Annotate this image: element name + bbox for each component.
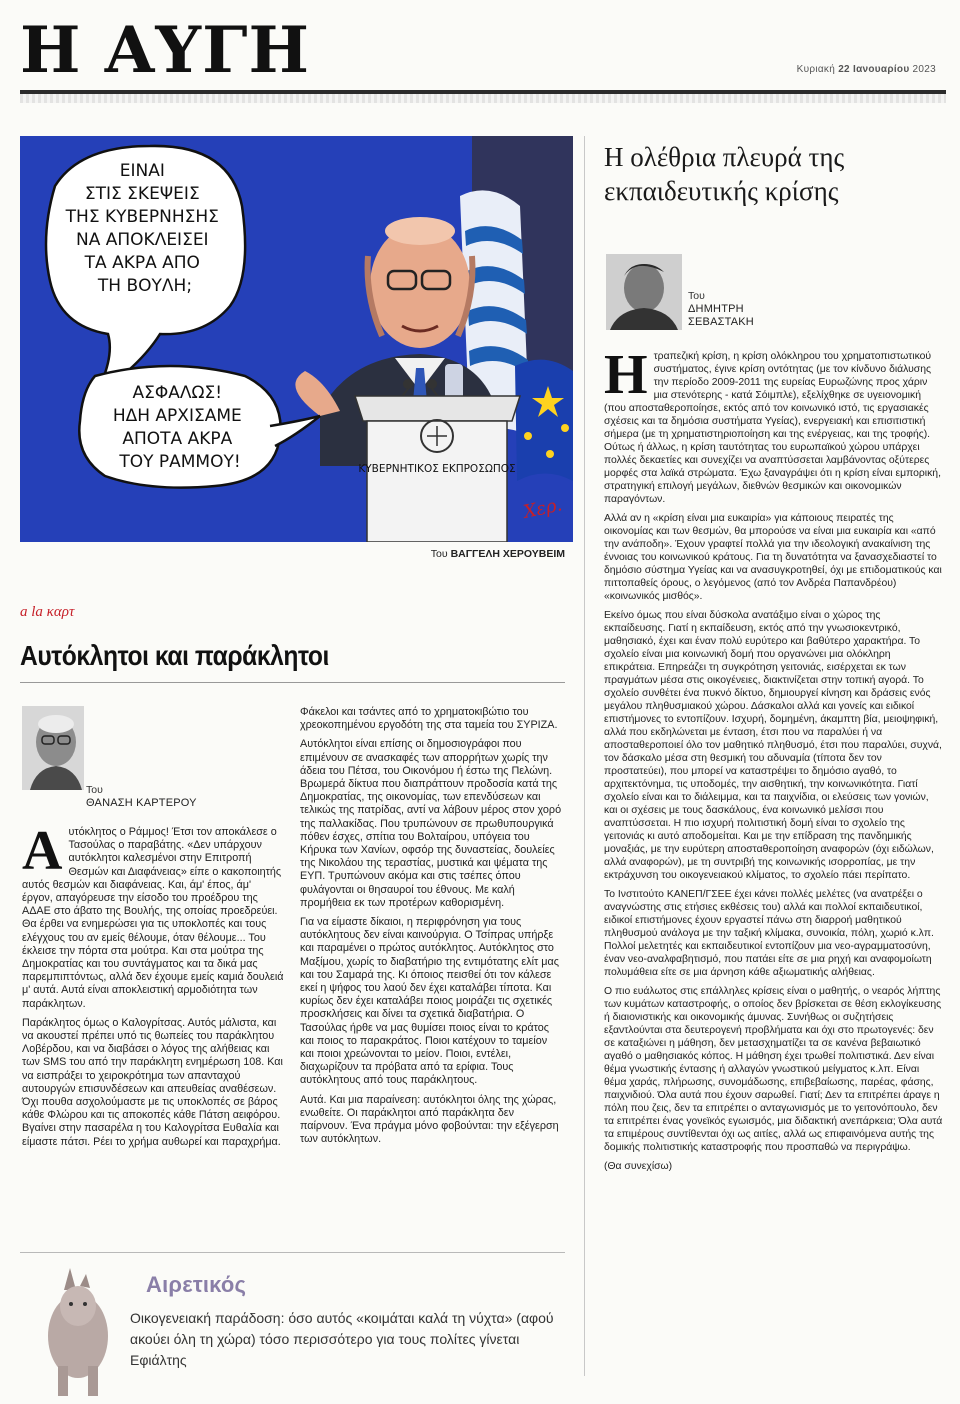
right-byline-name-2: ΣΕΒΑΣΤΑΚΗ	[688, 316, 754, 328]
cartoon-illustration	[20, 136, 573, 542]
issue-day: Κυριακή	[796, 64, 836, 75]
bubble1-line: ΕΙΝΑΙ	[119, 161, 165, 181]
right-byline-name-1: ΔΗΜΗΤΡΗ	[688, 303, 744, 315]
cartoon-credit-name: ΒΑΓΓΕΛΗ ΧΕΡΟΥΒΕΙΜ	[450, 548, 565, 560]
right-paragraph-4: Το Ινστιτούτο ΚΑΝΕΠ/ΓΣΕΕ έχει κάνει πολλές μελέτες (να ανατρέξει ο αναγνώστης στις ετήσιες εκθέσεις του) αλλά και πολλοί εκπαιδευτικοί, ειδικοί επιστήμονες έχουν εργαστεί πάνω στη διαρροή μαθητικού πληθυσμού ανάλογα με την ταξική κλίμακα, συνοικία, πόλη, χωριό κ.λπ. Πολλοί μελετητές και εκπαιδευτικοί εντοπίζουν μια νεο-αγραμματοσύνη, έναν νεο-αναλφαβητισμό, που πατάει είτε σε μια ρηχή και αναφομοίωτη πολυμάθεια είτε σε μια άρνηση κάθε αξιωματικής αλήθειας.	[604, 889, 934, 978]
left-column-1	[22, 820, 284, 1155]
right-paragraph-3: Εκείνο όμως που είναι δύσκολα ανατάξιμο είναι ο χώρος της εκπαίδευσης. Γιατί η εκπαίδευση, εκτός από την γνωσιοκεντρικό, μαθησιακό, έχει και έναν πολύ ευρύτερο και βαθύτερο χαρακτήρα. Το σχολείο είναι μια κοινωνική δομή που οργανώνει μια ολόκληρη επικράτεια. Επηρεάζει τη συγκρότηση γειτονιάς, εισέρχεται εκ των πραγμάτων μέσα στις οικογένειες, διακτινίζεται στην τοπική αγορά. Το σχολείο συνθέτει ένα πυκνό δίκτυο, δημιουργεί κίνηση και δράσεις ενός μεγάλου πληθυσμιακού χώρου. Δάσκαλοι αλλά και γονείς και ειδικοί επιστήμονες το εντοπίζουν. Ισχυρή, δομημένη, άκαμπτη βία, μειοψηφική, αλλά που εκδηλώνεται με ένταση, έτσι που να παραλύει ή να αποσταθεροποιεί όλο τον μαθητικό πληθυσμό, έτσι που παραλύει, συχνά, τον δάσκαλο μέσα στη θεσμική του αδυναμία (τίποτα δεν τον προστατεύει), που μπορεί να καταστρέψει το δημόσιο αγαθό, το αρχιτεκτόνημα, τις υποδομές, την αισθητική, την κοινωνικότητα. Γιατί σχολείο είναι και το διάλειμμα, και τα παιχνίδια, οι ελεύσεις των γονιών, και οι σχέσεις με τους δασκάλους, ένα κοινωνικό μελίσσι που αναπτύσσεται. Η πιο ισχυρή πολιτιστική δομή είναι το σχολείο της γειτονιάς κι αυτό αποδομείται. Και με την επίδραση της πανδημικής μοναξιάς, με την ευρύτερη αποσταθεροποίηση αναφορών (όχι ειδώλων, αλλά αναφορών), με τη συντριβή της κοινωνικής ισορροπίας, με την εκτράχυνση του οικογενειακού κλίματος, το σχολείο πάει περίπατο.	[604, 610, 942, 881]
author-photo-sevastakis	[606, 254, 682, 330]
bubble2-line: ΗΔΗ ΑΡΧΙΣΑΜΕ	[112, 406, 242, 426]
issue-year: 2023	[912, 64, 936, 75]
left-col1-paragraph-2: Παράκλητος όμως ο Καλογρίτσας. Αυτός μάλιστα, και να ακουστεί πρέπει υπό τις θωπείες του παράκλητου Λοβέρδου, και να διαβάσει ο λόγος της αλήθειας και των SMS του από την παράκλητη ενημέρωση 108. Και να εισπράξει το χειροκρότημα των απανταχού αυτουργών επισυνδέσεων και απευθείας αναθέσεων. Όχι πουθα ασχολούμαστε με τις υποκλοπές σε βάρος κάθε Φλώρου και τις αποκοπές κάθε Πάτση αειφόρου. Βγαίνει στην πασαρέλα η του Καλογρίτσα Ευθαλία και είμαστε πάτσι. Ρέει το χρήμα αυθωρεί και παραχρήμα.	[22, 1016, 283, 1148]
right-byline-prefix: Του	[688, 290, 705, 302]
left-headline: Αυτόκλητοι και παράκλητοι	[20, 640, 329, 671]
masthead-strip	[20, 94, 946, 103]
bubble1-line: ΤΑ ΑΚΡΑ ΑΠΟ	[84, 253, 200, 273]
right-byline	[688, 290, 848, 329]
issue-date-value: 22 Ιανουαρίου	[838, 64, 910, 75]
left-byline-name: ΘΑΝΑΣΗ ΚΑΡΤΕΡΟΥ	[86, 797, 197, 809]
right-paragraph-5: Ο πιο ευάλωτος στις επάλληλες κρίσεις είναι ο μαθητής, ο νεαρός λήπτης των κυμάτων καταστροφής, ο οποίος δεν βρίσκεται σε θέση εκλογίκευσης ή διαιονιστικής και οικονομικής άμυνας. Συνήθως οι συζητήσεις εξαντλούνται στα δευτερογενή προβλήματα και όχι στο πρωτογενές: δεν σε καταξιώνει η μάθηση, δεν μετασχηματίζει τα σε κανένα βεβαιωτικό αγαθό ο μαθησιακός κόπος. Η μάθηση έχει τρωθεί πολιτιστικά. Δεν είναι θέμα γνωστικής έντασης ή αλλαγών γνωστικού μείγματος κ.λπ. Είναι θέμα χαράς, πλήρωσης, συνομάδωσης, επιβεβαίωσης, παρέας, φάσης, παιχνιδιού. Όλα αυτά που έχουν σαρωθεί. Γιατί; Δεν τα επιτρέπει άραγε η πόλη που ζεις, δεν τα επιτρέπει ο ανταγωνισμός με το γειτονόπουλο, δεν τα επιτρέπει ένας γονεϊκός εγωισμός, μια διδακτική ανεπάρκεια; Όλα αυτά τα επιμέρους συντίθενται όχι ως αιτίες, αλλά ως επιφαινόμενα αυτής της δομικής πολιτιστικής καταστροφής που προσπαθώ να περιγράψω.	[604, 986, 943, 1153]
right-headline: Η ολέθρια πλευρά της εκπαιδευτικής κρίσης	[604, 142, 845, 206]
bubble1-line: ΤΗΣ ΚΥΒΕΡΝΗΣΗΣ	[65, 207, 219, 227]
left-col2-paragraph-1: Φάκελοι και τσάντες από το χρηματοκιβώτιο του χρεοκοπημένου εργοδότη της στα ταμεία του ΣΥΡΙΖΑ.	[300, 706, 558, 732]
cartoonist-signature: Χερ.	[521, 494, 564, 523]
left-col2-paragraph-2: Αυτόκλητοι είναι επίσης οι δημοσιογράφοι που επιμένουν σε ανασκαφές των απορρήτων χωρίς την άδεια του Πέτσα, του Οικονόμου ή έστω της Πελώνη. Βρωμερά δίκτυα που διαπράττουν προδοσία κατά της Δημοκρατίας, της οικονομίας, των επενδύσεων και τελικώς της πατρίδας, αντί να λάβουν μέρος στον χορό της παλλακίδας. Που τρυπώνουν σε πρωθυπουργικά πόθεν έσχες, σπίτια του Βολταίρου, υπόγεια του Κήρυκα των Χανίων, οφσόρ της δυναστείας, δουλείες της Νικολάου της τεραστίας, μυστικά και ψέματα της ΕΥΠ. Τρυπώνουν ακόμα και στις τσέπες όπου φυλάγονται οι θησαυροί του έθνους. Με καλή προμήθεια εκ των προτέρων καθορισμένη.	[300, 738, 562, 909]
bubble1-line: ΣΤΙΣ ΣΚΕΨΕΙΣ	[84, 184, 200, 204]
bubble1-line: ΝΑ ΑΠΟΚΛΕΙΣΕΙ	[76, 230, 209, 250]
left-col1-paragraph-1: υτόκλητος ο Ράμμος! Έτσι τον αποκάλεσε ο Τασούλας ο παραβάτης. «Δεν υπάρχουν αυτόκλητοι καλεσμένοι στην Επιτροπή Θεσμών και Διαφάνειας» είπε ο κακοποιητής αυτός θεσμών και διαφάνειας. Και, άμ' έπος, άμ' έργον, απαγόρευσε την είσοδο του προέδρου της ΑΔΑΕ στο άβατο της Βουλής, της οποίας προεδρεύει. Θα έρθει να ενημερώσει για τις υποκλοπές και τους ελέγχους του αν εμείς θέλουμε, όταν θέλουμε... Του έκλεισε την πόρτα στα μούτρα. Και στα μούτρα της Δημοκρατίας και του συντάγματος και τα δικά μας παρεμπιπτόντως, αλλά δεν έχουμε εμείς καμιά δουλειά μ' αυτά. Αυτά είναι αποκλειστική αρμοδιότητα των παράκλητων.	[22, 826, 284, 1010]
cartoon-credit	[20, 548, 565, 560]
bubble2-line: ΑΣΦΑΛΩΣ!	[132, 383, 223, 403]
bubble2-line: ΑΠΟΤΑ ΑΚΡΑ	[122, 429, 233, 449]
left-col2-paragraph-4: Αυτά. Και μια παραίνεση: αυτόκλητοι όλης της χώρας, ενωθείτε. Οι παράκλητοι από παράκλητα δεν παίρνουν. Ένα πράγμα μόνο φοβούνται: την εξέγερση των αυτόκλητων.	[300, 1093, 559, 1146]
right-paragraph-1: τραπεζική κρίση, η κρίση ολόκληρου του χρηματοπιστωτικού συστήματος, έγινε κρίση οντότητας (με τον κίνδυνο διάλυσης την περίοδο 2009-2011 της ευρείας Ευρωζώνης προς χάριν μια στενότερης - κατά Σόιμπλε), εξελίχθηκε σε υγειονομική (που αποσταθεροποίησε, εκτός από τον κοινωνικό ιστό, τις εργασιακές σχέσεις και τα δημόσια συστήματα Υγείας), ενεργειακή και επισιτιστική σήμερα (με τη χρηματιστηριοποίηση και της ενέργειας, και της τροφής). Ούτως ή άλλως, η κρίση ταυτότητας του ευρωπαϊκού χώρου υπάρχει πολλές δεκαετίες και συνεχίζει να αναπτύσσεται λαμβάνοντας οξύτερες μορφές στα λαϊκά στρώματα. Έχω ξαναγράψει ότι η κρίση είναι εμπορική, στρατηγική επιλογή μεγάλων, διεθνών θεσμικών και οικονομικών παραγόντων.	[604, 351, 941, 505]
right-continued: (Θα συνεχίσω)	[604, 1161, 673, 1172]
masthead-logo: Η ΑΥΓΗ	[20, 13, 310, 88]
right-column	[604, 344, 944, 1179]
headline-rule	[20, 682, 565, 683]
eu-flag-graphic	[515, 360, 573, 481]
left-column-2	[300, 706, 562, 1153]
column-divider	[584, 136, 585, 1376]
right-dropcap: Η	[604, 344, 648, 406]
left-col2-paragraph-3: Για να είμαστε δίκαιοι, η περιφρόνηση για τους αυτόκλητους δεν είναι καινούργια. Ο Τσίπρας υπήρξε και παραμένει ο πρώτος αυτόκλητος. Αυτόκλητος στο Μαξίμου, χωρίς το διαβατήριο της εντιμότατης ελίτ μας και του Σαμαρά της. Κι όποιος πεισθεί ότι τον κάλεσε εκεί η ψήφος του λαού δεν έχει καταλάβει τίποτα. Και κυρίως δεν έχει καταλάβει ποιος μοιράζει τις σχετικές προσκλήσεις και δίνει τα σχετικά διαβατήρια. Ο Τασούλας ήρθε να μας θυμίσει ποιος είναι το κράτος και ποιος το παρακράτος. Ποιοι κατέχουν το ταμείον και ποιοι χρεώνονται το μείον. Ποιοι, εντέλει, διαχωρίζουν τα πρόβατα από τα ερίφια. Τους αυτόκλητους από τους παράκλητους.	[300, 916, 559, 1087]
left-dropcap: Α	[22, 820, 63, 882]
aireticos-rule	[20, 1252, 565, 1253]
rhino-illustration	[30, 1266, 126, 1398]
issue-date	[797, 64, 936, 75]
bubble1-line: ΤΗ ΒΟΥΛΗ;	[97, 276, 193, 296]
left-byline-prefix: Του	[86, 784, 103, 796]
aireticos-title: Αιρετικός	[146, 1272, 247, 1297]
bubble2-line: ΤΟΥ ΡΑΜΜΟΥ!	[119, 452, 241, 472]
podium-label: ΚΥΒΕΡΝΗΤΙΚΟΣ ΕΚΠΡΟΣΩΠΟΣ	[358, 463, 516, 475]
editorial-cartoon	[20, 136, 573, 542]
left-byline	[86, 784, 286, 810]
aireticos-text: Οικογενειακή παράδοση: όσο αυτός «κοιμάται καλά τη νύχτα» (αφού ακούει όλη τη χώρα) τόσο περισσότερο για τους πολίτες γίνεται Εφιάλτης	[130, 1310, 554, 1368]
column-kicker: a la καρτ	[20, 604, 75, 620]
author-photo-kartero	[22, 706, 84, 790]
cartoon-credit-prefix: Του	[430, 548, 448, 560]
right-paragraph-2: Αλλά αν η «κρίση είναι μια ευκαιρία» για κάποιους πειρατές της οικονομίας και των θεσμών, θα μπορούσε να είναι μια ευκαιρία και «από την ανάποδη». Έχουν γραφτεί πολλά για την ιδεολογική ανακαίνιση της έννοιας του κοινωνικού κράτους. Για τη δυνατότητα να ξανασχεδιαστεί το δημόσιο σύστημα Υγείας και να ανασυγκροτηθεί, όχι με επιδοματικούς και πιττοπαθείς όρους, ο λεγόμενος (από τον Ανδρέα Παπανδρέου) «κοινωνικός μισθός».	[604, 513, 942, 602]
